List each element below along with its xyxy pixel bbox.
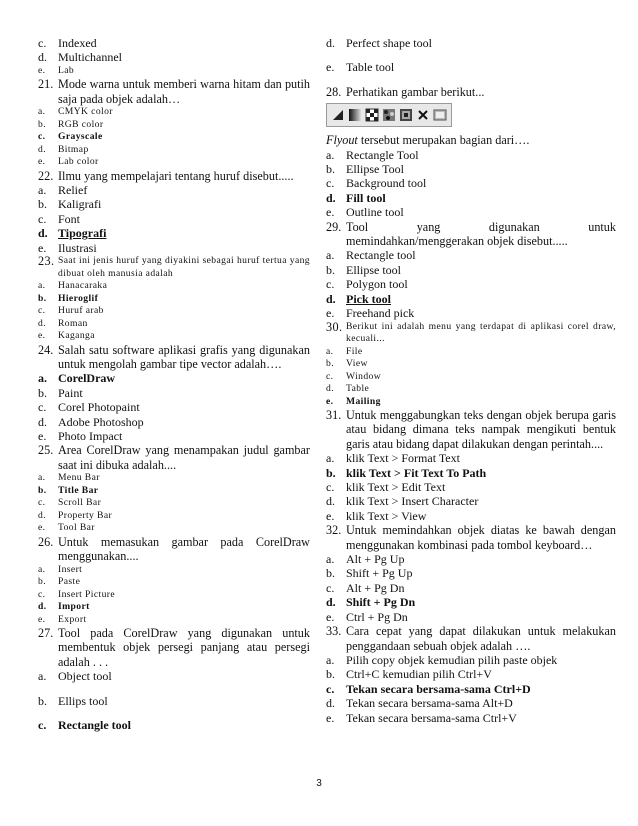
texture-fill-icon — [382, 108, 396, 122]
option-letter: c. — [326, 480, 335, 495]
option-letter: d. — [38, 226, 48, 241]
question-body: Ilmu yang mempelajari tentang huruf disebut..... — [58, 168, 294, 183]
option-letter: c. — [38, 497, 46, 509]
answer-option — [326, 60, 616, 74]
option-letter: a. — [38, 106, 46, 118]
answer-option — [326, 306, 616, 320]
option-letter: c. — [326, 580, 335, 595]
answer-option — [326, 682, 616, 696]
option-letter: c. — [38, 718, 47, 733]
answer-option — [38, 614, 310, 627]
option-letter: d. — [326, 291, 336, 306]
option-letter: d. — [326, 494, 335, 509]
answer-option — [326, 610, 616, 624]
answer-option — [38, 415, 310, 429]
option-letter: e. — [38, 522, 46, 534]
answer-option — [38, 293, 310, 306]
question-text — [38, 626, 310, 669]
option-letter: e. — [38, 330, 46, 342]
answer-option — [326, 509, 616, 523]
answer-option — [38, 669, 310, 683]
question-body: Untuk menggabungkan teks dengan objek berupa garis atau bidang dimana teks nampak mengikuti bentuk garis atau bidang dapat dilakukan dengan perintah.... — [346, 408, 616, 451]
answer-option — [326, 205, 616, 219]
pattern-fill-icon — [365, 108, 379, 122]
option-letter: a. — [326, 147, 335, 162]
option-text: Fill tool — [346, 190, 386, 205]
answer-option — [38, 241, 310, 255]
answer-option — [38, 472, 310, 485]
option-letter: c. — [38, 588, 46, 600]
option-text: Alt + Pg Up — [346, 552, 405, 567]
answer-option — [38, 226, 310, 240]
postscript-fill-icon — [399, 108, 413, 122]
question-text — [326, 624, 616, 653]
question-number: 24. — [38, 342, 54, 357]
option-text: klik Text > Edit Text — [346, 480, 446, 495]
answer-option — [38, 119, 310, 132]
option-letter: b. — [38, 385, 47, 400]
option-text: Ilustrasi — [58, 240, 97, 255]
option-text: Insert Picture — [58, 588, 116, 600]
option-letter: e. — [38, 429, 47, 443]
option-text: Multichannel — [58, 50, 122, 65]
no-fill-icon — [416, 108, 430, 122]
option-letter: e. — [326, 609, 335, 624]
answer-option — [38, 718, 310, 732]
option-text: Rectangle tool — [346, 248, 416, 263]
question-number: 27. — [38, 626, 54, 641]
option-text: Ctrl+C kemudian pilih Ctrl+V — [346, 667, 492, 682]
option-letter: a. — [38, 563, 46, 575]
question-body: Area CorelDraw yang menampakan judul gambar saat ini dibuka adalah.... — [58, 443, 310, 472]
answer-option — [38, 156, 310, 169]
option-text: Tipografi — [58, 226, 107, 241]
option-letter: d. — [38, 509, 46, 521]
answer-option — [38, 106, 310, 119]
answer-option — [38, 371, 310, 385]
fill-flyout-toolbar — [326, 103, 452, 127]
answer-option — [38, 305, 310, 318]
option-text: Ellipse tool — [346, 262, 401, 277]
option-text: Alt + Pg Dn — [346, 580, 405, 595]
answer-option — [38, 280, 310, 293]
answer-option — [326, 653, 616, 667]
option-text: Huruf arab — [58, 305, 104, 317]
question-number: 28. — [326, 84, 342, 99]
answer-option — [326, 494, 616, 508]
answer-option — [326, 277, 616, 291]
question-body: Cara cepat yang dapat dilakukan untuk melakukan penggandaan sebuah objek adalah …. — [346, 624, 616, 653]
spacer — [38, 708, 310, 718]
option-text: Photo Impact — [58, 429, 123, 443]
answer-option — [326, 358, 616, 371]
option-letter: a. — [326, 345, 334, 357]
question-text — [38, 443, 310, 472]
answer-option — [326, 292, 616, 306]
answer-option — [38, 564, 310, 577]
answer-option — [326, 263, 616, 277]
option-letter: d. — [326, 190, 336, 205]
option-text: Tekan secara bersama-sama Alt+D — [346, 696, 513, 711]
question-text — [38, 535, 310, 564]
option-text: Property Bar — [58, 509, 113, 521]
question-text — [326, 220, 616, 249]
option-text: Outline tool — [346, 205, 404, 220]
option-letter: e. — [326, 395, 334, 407]
answer-option — [326, 552, 616, 566]
option-letter: a. — [326, 552, 335, 567]
option-text: Roman — [58, 317, 88, 329]
left-column — [38, 36, 310, 732]
option-text: klik Text > View — [346, 508, 427, 523]
answer-option — [38, 497, 310, 510]
option-text: Kaligrafi — [58, 197, 102, 212]
option-letter: d. — [326, 383, 334, 394]
option-text: Relief — [58, 183, 88, 198]
option-text: Insert — [58, 563, 83, 575]
option-letter: b. — [326, 465, 336, 480]
option-text: Ctrl + Pg Dn — [346, 609, 408, 624]
option-letter: d. — [38, 50, 47, 65]
option-letter: b. — [38, 576, 46, 588]
answer-option — [326, 176, 616, 190]
option-text: Menu Bar — [58, 472, 100, 484]
option-letter: d. — [326, 595, 336, 610]
option-letter: c. — [326, 176, 335, 191]
question-body: Perhatikan gambar berikut... — [346, 84, 485, 99]
question-text — [38, 169, 310, 183]
answer-option — [38, 429, 310, 443]
option-text: Corel Photopaint — [58, 400, 140, 415]
spacer — [38, 684, 310, 694]
answer-option — [38, 522, 310, 535]
question-number: 31. — [326, 408, 342, 422]
option-text: Import — [58, 601, 90, 613]
option-text: Hanacaraka — [58, 280, 108, 292]
answer-option — [38, 36, 310, 50]
option-text: Ellipse Tool — [346, 162, 404, 177]
answer-option — [38, 183, 310, 197]
question-text — [38, 343, 310, 372]
option-letter: a. — [38, 183, 47, 198]
question-body: Untuk memasukan gambar pada CorelDraw menggunakan.... — [58, 534, 310, 564]
answer-option — [38, 386, 310, 400]
option-letter: a. — [38, 371, 47, 386]
answer-option — [326, 383, 616, 396]
option-text: File — [346, 345, 363, 357]
answer-option — [38, 330, 310, 343]
option-text: klik Text > Insert Character — [346, 494, 479, 509]
question-text — [326, 523, 616, 552]
answer-option — [38, 197, 310, 211]
option-letter: e. — [326, 205, 335, 220]
option-letter: b. — [326, 667, 335, 682]
option-letter: b. — [326, 566, 335, 581]
answer-option — [326, 451, 616, 465]
option-text: Tekan secara bersama-sama Ctrl+D — [346, 681, 531, 696]
answer-option — [38, 50, 310, 64]
option-letter: e. — [38, 240, 47, 255]
option-text: Freehand pick — [346, 306, 415, 321]
option-text: CMYK color — [58, 106, 113, 118]
option-letter: e. — [326, 306, 335, 321]
option-letter: a. — [38, 669, 47, 684]
answer-option — [38, 694, 310, 708]
answer-option — [38, 65, 310, 78]
question-number: 26. — [38, 534, 54, 549]
option-text: Background tool — [346, 176, 427, 191]
question-text — [38, 77, 310, 106]
answer-option — [326, 595, 616, 609]
option-letter: c. — [38, 305, 46, 317]
option-text: Lab color — [58, 156, 99, 168]
option-letter: a. — [326, 652, 335, 667]
option-text: Polygon tool — [346, 277, 408, 292]
option-letter: c. — [326, 370, 334, 382]
answer-option — [326, 667, 616, 681]
option-text: RGB color — [58, 118, 104, 130]
answer-option — [38, 318, 310, 331]
option-letter: b. — [38, 292, 47, 304]
answer-option — [326, 36, 616, 50]
answer-option — [326, 696, 616, 710]
option-letter: d. — [326, 36, 335, 50]
option-text: Pilih copy objek kemudian pilih paste objek — [346, 652, 558, 667]
answer-option — [326, 191, 616, 205]
option-letter: b. — [326, 358, 334, 369]
spacer — [326, 75, 616, 85]
question-number: 21. — [38, 77, 54, 92]
option-letter: c. — [38, 131, 46, 143]
question-number: 23. — [38, 254, 55, 269]
page-number: 3 — [316, 778, 322, 789]
question-body: Tool pada CorelDraw yang digunakan untuk membentuk objek persegi panjang atau persegi adalah . . . — [58, 626, 310, 669]
question-number: 32. — [326, 523, 342, 538]
option-text: Title Bar — [58, 484, 99, 496]
answer-option — [326, 248, 616, 262]
answer-option — [326, 581, 616, 595]
gradient-fill-icon — [348, 108, 362, 122]
answer-option — [326, 466, 616, 480]
option-text: Table — [346, 383, 370, 394]
option-text: Grayscale — [58, 131, 103, 143]
option-text: Tool Bar — [58, 522, 95, 534]
answer-option — [326, 148, 616, 162]
option-letter: a. — [326, 248, 335, 263]
fill-icon — [331, 108, 345, 122]
option-text: Adobe Photoshop — [58, 414, 144, 429]
question-text — [38, 255, 310, 280]
option-letter: c. — [38, 211, 47, 226]
option-text: Pick tool — [346, 291, 391, 306]
option-text: Font — [58, 211, 81, 226]
color-docker-icon — [433, 108, 447, 122]
option-letter: c. — [38, 400, 47, 415]
option-text: Shift + Pg Dn — [346, 595, 416, 610]
option-letter: e. — [38, 613, 46, 625]
option-letter: b. — [38, 197, 47, 212]
option-text: Shift + Pg Up — [346, 566, 413, 581]
option-text: Kaganga — [58, 330, 95, 342]
question-number: 30. — [326, 319, 343, 334]
right-column — [326, 36, 616, 725]
answer-option — [38, 576, 310, 589]
spacer — [326, 50, 616, 60]
option-text: Tekan secara bersama-sama Ctrl+V — [346, 710, 517, 725]
option-text: Hieroglif — [58, 292, 99, 304]
option-text: Object tool — [58, 669, 112, 684]
answer-option — [326, 480, 616, 494]
option-text: klik Text > Format Text — [346, 451, 460, 466]
option-letter: b. — [38, 693, 47, 708]
question-number: 25. — [38, 443, 54, 458]
option-letter: c. — [38, 36, 47, 50]
option-letter: d. — [38, 143, 46, 155]
answer-option — [38, 510, 310, 523]
question-body: Saat ini jenis huruf yang diyakini sebagai huruf tertua yang dibuat oleh manusia adalah — [58, 255, 310, 279]
option-text: Lab — [58, 64, 75, 76]
question-text — [326, 133, 616, 147]
option-letter: b. — [326, 162, 335, 177]
option-letter: e. — [326, 710, 335, 725]
question-body: Tool yang digunakan untuk memindahkan/menggerakan objek disebut..... — [346, 219, 616, 249]
option-text: Perfect shape tool — [346, 36, 432, 50]
answer-option — [38, 485, 310, 498]
option-text: Table tool — [346, 60, 395, 75]
option-letter: a. — [38, 280, 46, 292]
option-text: Window — [346, 370, 382, 382]
option-letter: b. — [326, 262, 335, 277]
answer-option — [326, 371, 616, 384]
option-letter: b. — [38, 484, 47, 496]
answer-option — [326, 396, 616, 409]
question-text — [326, 408, 616, 451]
option-text: klik Text > Fit Text To Path — [346, 465, 487, 480]
answer-option — [326, 566, 616, 580]
answer-option — [38, 589, 310, 602]
option-letter: d. — [326, 696, 335, 711]
question-number: 29. — [326, 219, 342, 234]
option-text: CorelDraw — [58, 371, 116, 386]
option-letter: c. — [326, 681, 335, 696]
option-letter: e. — [38, 64, 46, 76]
answer-option — [326, 162, 616, 176]
answer-option — [38, 601, 310, 614]
answer-option — [326, 346, 616, 359]
option-text: Rectangle Tool — [346, 147, 419, 162]
option-letter: d. — [38, 414, 47, 429]
option-text: Export — [58, 613, 87, 625]
question-body: Untuk memindahkan objek diatas ke bawah dengan menggunakan kombinasi pada tombol keyboard… — [346, 523, 616, 552]
option-letter: c. — [326, 277, 335, 292]
answer-option — [38, 212, 310, 226]
option-text: Paint — [58, 385, 83, 400]
answer-option — [38, 144, 310, 157]
option-letter: a. — [326, 451, 335, 466]
question-number: 22. — [38, 168, 54, 183]
option-letter: d. — [38, 317, 46, 329]
option-text: Bitmap — [58, 143, 89, 155]
option-text: Indexed — [58, 36, 97, 50]
option-letter: e. — [326, 508, 335, 523]
option-letter: e. — [326, 60, 335, 75]
option-text: Ellips tool — [58, 693, 108, 708]
option-text: Scroll Bar — [58, 497, 102, 509]
option-text: Paste — [58, 576, 81, 588]
question-body: Flyout tersebut merupakan bagian dari…. — [326, 133, 530, 148]
option-letter: a. — [38, 472, 46, 484]
question-number: 33. — [326, 624, 342, 639]
option-text: Rectangle tool — [58, 718, 131, 733]
question-body: Salah satu software aplikasi grafis yang digunakan untuk mengolah gambar tipe vector adalah…. — [58, 342, 310, 371]
option-letter: d. — [38, 601, 47, 613]
answer-option — [38, 131, 310, 144]
option-letter: e. — [38, 156, 46, 168]
option-letter: b. — [38, 118, 46, 130]
question-body: Mode warna untuk memberi warna hitam dan putih saja pada objek adalah… — [58, 77, 310, 106]
option-text: View — [346, 358, 368, 369]
answer-option — [38, 400, 310, 414]
option-text: Mailing — [346, 395, 381, 407]
question-body: Berikut ini adalah menu yang terdapat di aplikasi corel draw, kecuali... — [346, 320, 616, 344]
answer-option — [326, 711, 616, 725]
question-text — [326, 321, 616, 346]
question-text — [326, 85, 616, 99]
